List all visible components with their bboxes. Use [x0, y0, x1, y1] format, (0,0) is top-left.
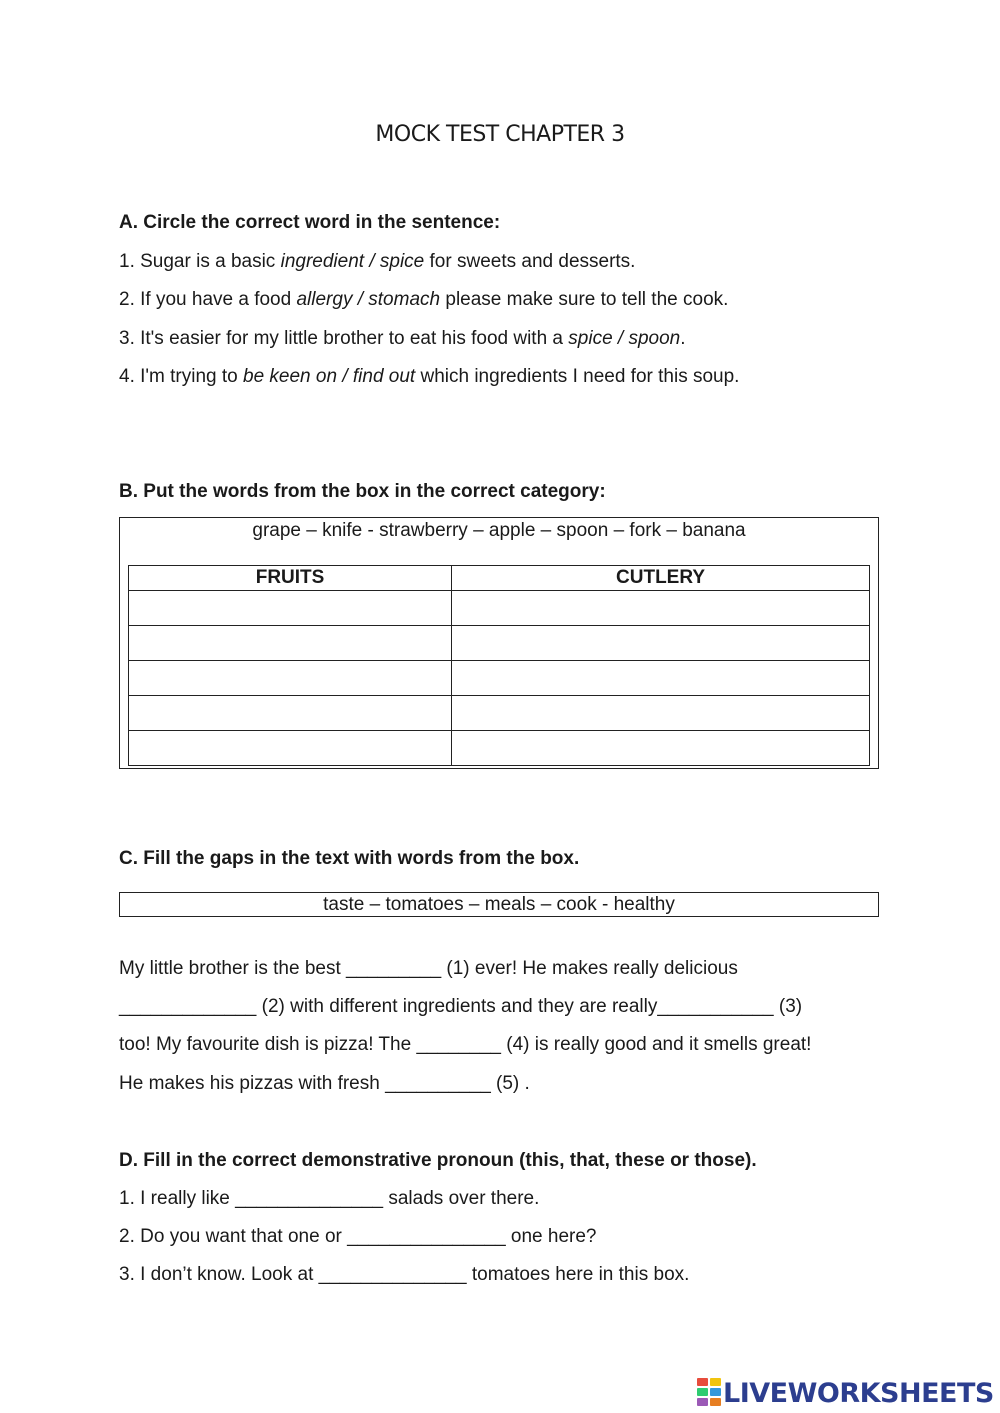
cutlery-cell[interactable] — [452, 626, 870, 661]
section-d-item-3: 3. I don’t know. Look at ______________ tomatoes here in this box. — [119, 1264, 690, 1285]
section-a-heading: A. Circle the correct word in the sentence: — [119, 212, 501, 233]
word-box-c — [119, 892, 879, 917]
cutlery-cell[interactable] — [452, 696, 870, 731]
page-title: MOCK TEST CHAPTER 3 — [375, 122, 625, 147]
section-c-line-4: He makes his pizzas with fresh __________ (5) . — [119, 1073, 530, 1094]
section-c-line-1: My little brother is the best _________ (1) ever! He makes really delicious — [119, 958, 738, 979]
section-d-heading: D. Fill in the correct demonstrative pronoun (this, that, these or those). — [119, 1150, 757, 1171]
section-a-item-4: 4. I'm trying to be keen on / find out which ingredients I need for this soup. — [119, 366, 740, 387]
fruits-cell[interactable] — [129, 661, 452, 696]
section-c-line-3: too! My favourite dish is pizza! The ________ (4) is really good and it smells great! — [119, 1034, 812, 1055]
section-c-heading: C. Fill the gaps in the text with words from the box. — [119, 848, 580, 869]
choice-3[interactable]: spice / spoon — [568, 328, 681, 349]
word-box-b-text: grape – knife - strawberry – apple – spoon – fork – banana — [252, 520, 746, 541]
section-d-item-1: 1. I really like ______________ salads over there. — [119, 1188, 540, 1209]
section-a-item-3: 3. It's easier for my little brother to eat his food with a spice / spoon. — [119, 328, 686, 349]
choice-2[interactable]: allergy / stomach — [296, 289, 441, 310]
choice-4[interactable]: be keen on / find out — [243, 366, 416, 387]
section-b-heading: B. Put the words from the box in the correct category: — [119, 481, 606, 502]
fruits-cell[interactable] — [129, 626, 452, 661]
fruits-cell[interactable] — [129, 591, 452, 626]
cutlery-header: CUTLERY — [452, 566, 870, 591]
logo-text: LIVEWORKSHEETS — [723, 1377, 994, 1409]
fruits-cell[interactable] — [129, 731, 452, 766]
cutlery-cell[interactable] — [452, 731, 870, 766]
section-a-item-2: 2. If you have a food allergy / stomach please make sure to tell the cook. — [119, 289, 729, 310]
fruits-cell[interactable] — [129, 696, 452, 731]
logo-tiles-icon — [697, 1378, 723, 1408]
section-a-item-1: 1. Sugar is a basic ingredient / spice for sweets and desserts. — [119, 251, 636, 272]
cutlery-cell[interactable] — [452, 661, 870, 696]
section-c-line-2: _____________ (2) with different ingredients and they are really___________ (3) — [119, 996, 803, 1017]
choice-1[interactable]: ingredient / spice — [280, 251, 425, 272]
liveworksheets-logo — [697, 1375, 994, 1411]
category-table — [128, 565, 870, 766]
word-box-c-text: taste – tomatoes – meals – cook - healthy — [323, 894, 675, 915]
cutlery-cell[interactable] — [452, 591, 870, 626]
fruits-header: FRUITS — [129, 566, 452, 591]
section-d-item-2: 2. Do you want that one or _______________ one here? — [119, 1226, 597, 1247]
